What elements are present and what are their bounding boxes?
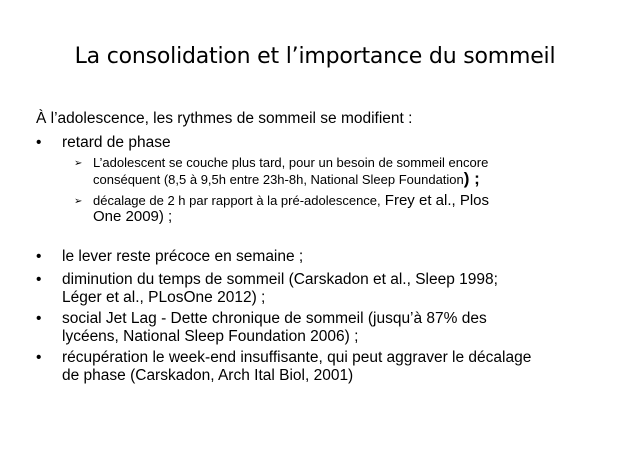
sub-bullet-text-end: ) ;: [463, 169, 480, 188]
sub-bullet-text-end: Frey et al., Plos: [380, 192, 490, 209]
arrow-bullet-icon: ➢: [74, 196, 83, 207]
bullet-text: diminution du temps de sommeil (Carskadon et al., Sleep 1998;: [62, 271, 498, 288]
bullet-dot-icon: •: [36, 271, 42, 288]
bullet-text: retard de phase: [62, 134, 171, 151]
bullet-text: lycéens, National Sleep Foundation 2006) ;: [62, 328, 359, 345]
sub-bullet-text: One 2009) ;: [93, 208, 173, 225]
bullet-text: Léger et al., PLosOne 2012) ;: [62, 289, 266, 306]
arrow-bullet-icon: ➢: [74, 158, 83, 169]
bullet-text: de phase (Carskadon, Arch Ital Biol, 2001): [62, 367, 354, 384]
bullet-text: récupération le week-end insuffisante, qui peut aggraver le décalage: [62, 349, 532, 366]
bullet-dot-icon: •: [36, 349, 42, 366]
bullet-dot-icon: •: [36, 310, 42, 327]
bullet-dot-icon: •: [36, 134, 42, 151]
bullet-text: le lever reste précoce en semaine ;: [62, 248, 304, 265]
intro-text: À l’adolescence, les rythmes de sommeil se modifient :: [36, 110, 413, 127]
bullet-dot-icon: •: [36, 248, 42, 265]
sub-bullet-text: L’adolescent se couche plus tard, pour un besoin de sommeil encore: [93, 155, 489, 170]
slide-title: La consolidation et l’importance du sommeil: [74, 44, 556, 69]
bullet-text: social Jet Lag - Dette chronique de sommeil (jusqu’à 87% des: [62, 310, 487, 327]
sub-bullet-text: décalage de 2 h par rapport à la pré-adolescence,: [93, 193, 381, 208]
sub-bullet-text: conséquent (8,5 à 9,5h entre 23h-8h, National Sleep Foundation: [93, 172, 464, 187]
